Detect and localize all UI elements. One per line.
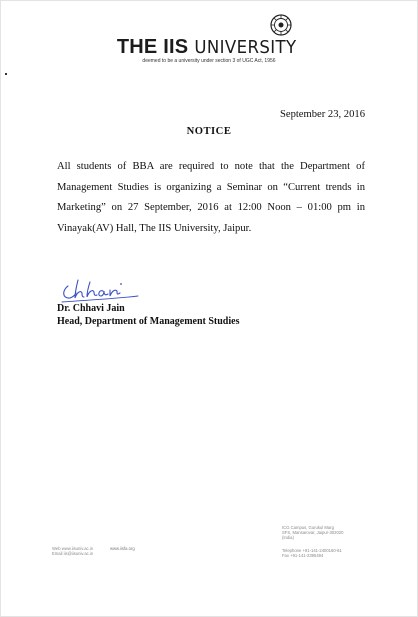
footer-telephone: Telephone +91-141-2400160-61 xyxy=(282,548,342,553)
notice-title: NOTICE xyxy=(186,126,232,137)
footer-address-line: SFS, Mansarovar, Jaipur-302020 xyxy=(282,530,344,535)
footer-address-line: ICG Campus, Gurukul Marg xyxy=(282,525,334,530)
notice-date: September 23, 2016 xyxy=(279,109,365,120)
notice-body: All students of BBA are required to note that the Department of Management Studies is organizing a Seminar on “Current trends in Marketing” on 27 September, 2016 at 12:00 Noon – 01:00 pm in Vinayak(AV) Hall, The IIS University, Jaipur. xyxy=(57,161,365,234)
footer-fax: Fax +91-141-2395494 xyxy=(282,553,324,558)
logo-bold-text: THE IIS xyxy=(116,36,189,58)
logo-tagline: deemed to be a university under section 3 of UGC Act, 1956 xyxy=(142,58,276,64)
university-logo xyxy=(0,36,418,60)
margin-dot xyxy=(5,73,7,75)
signatory-designation: Head, Department of Management Studies xyxy=(57,316,240,327)
footer-address-line: (India) xyxy=(282,535,294,540)
footer-web-alt: www.iisfa.org xyxy=(110,546,135,551)
handwritten-signature xyxy=(58,276,148,306)
footer-contact xyxy=(282,548,382,558)
footer-address xyxy=(282,525,362,540)
footer-email: Email iis@iisuniv.ac.in xyxy=(52,551,94,556)
university-emblem-icon xyxy=(270,14,292,36)
signatory-name: Dr. Chhavi Jain xyxy=(57,303,125,314)
logo-light-text: UNIVERSITY xyxy=(194,37,297,58)
footer-web: Web www.iisuniv.ac.in xyxy=(52,546,94,551)
